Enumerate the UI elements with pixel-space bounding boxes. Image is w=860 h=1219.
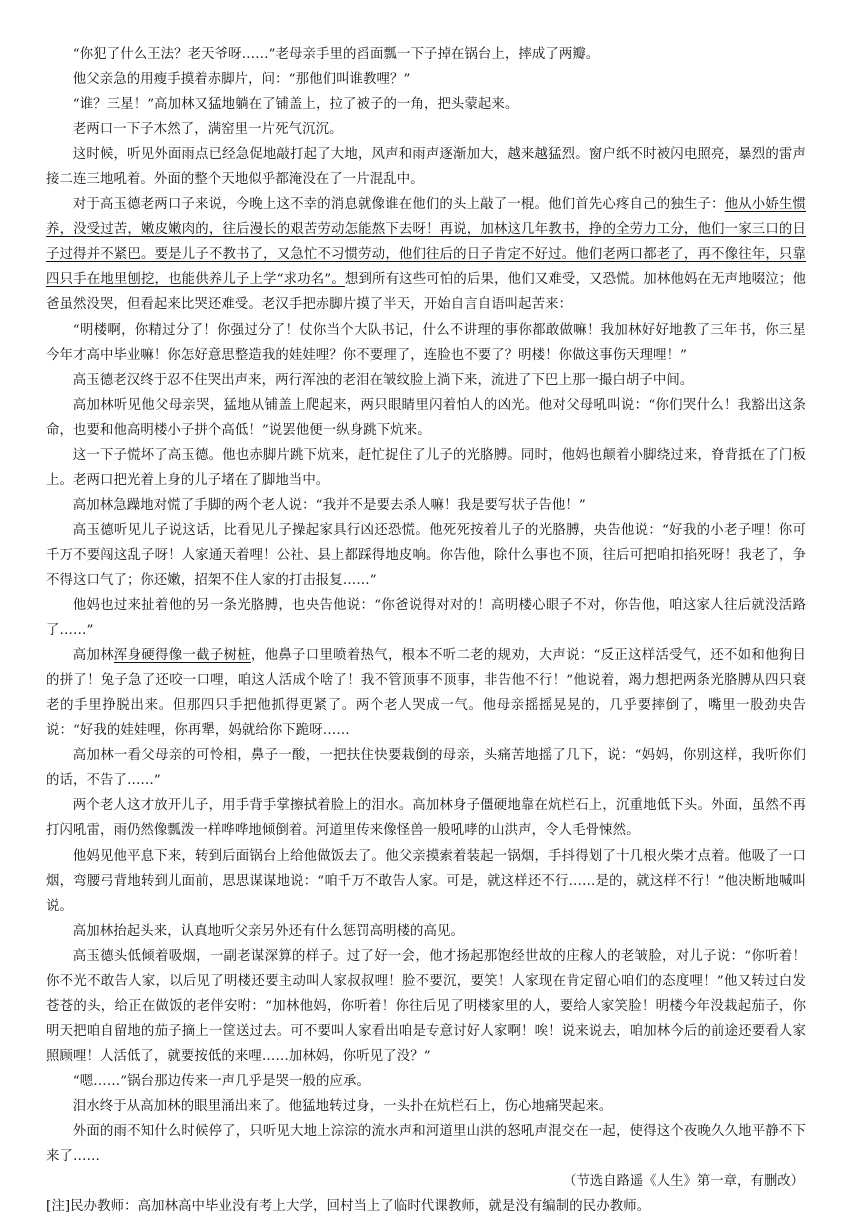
paragraph: 高加林一看父母亲的可怜相，鼻子一酸，一把扶住快要栽倒的母亲，头痛苦地摇了几下，说：“妈妈，你别这样，我听你们的话，不告了……” (46, 748, 806, 789)
paragraph: “嗯……”锅台那边传来一声几乎是哭一般的应承。 (72, 1073, 370, 1089)
paragraph: 他妈见他平息下来，转到后面锅台上给他做饭去了。他父亲摸索着装起一锅烟，手抖得划了十几根火柴才点着。他吸了一口烟，弯腰弓背地转到儿面前，思思谋谋地说：“咱千万不敢告人家。可是，就这样还不行……是的，就这样不行！”他决断地喊叫说。 (46, 848, 806, 914)
paragraph: 高加林急躁地对慌了手脚的两个老人说：“我并不是要去杀人嘛！我是要写状子告他！” (72, 497, 586, 513)
source-citation: （节选自路遥《人生》第一章，有删改） (562, 1174, 804, 1190)
paragraph: “谁？三星！”高加林又猛地躺在了铺盖上，拉了被子的一角，把头蒙起来。 (72, 97, 519, 113)
underlined-passage: 浑身硬得像一截子树桩 (113, 648, 251, 664)
paragraph: “明楼啊，你精过分了！你强过分了！仗你当个大队书记，什么不讲理的事你都敢做嘛！我加林好好地教了三年书，你三星今年才高中毕业嘛！你怎好意思整造我的娃娃哩？你不要理了，连脸也不要了？明楼！你做这事伤天理哩！” (46, 322, 806, 363)
paragraph-underlined: 对于高玉德老两口子来说，今晚上这不幸的消息就像谁在他们的头上敲了一棍。他们首先心疼自己的独生子：他从小娇生惯养，没受过苦，嫩皮嫩肉的，往后漫长的艰苦劳动怎能熬下去呀！再说，加林这几年教书，挣的全劳力工分，他们一家三口的日子过得并不紧巴。要是儿子不教书了，又急忙不习惯劳动，他们往后的日子肯定不好过。他们老两口都老了，再不像往年，只靠四只手在地里刨挖，也能供养儿子上学“求功名”。想到所有这些可怕的后果，他们又难受，又恐慌。加林他妈在无声地啜泣；他爸虽然没哭，但看起来比哭还难受。老汉手把赤脚片摸了半天，开始自言自语叫起苦来： (46, 197, 806, 313)
paragraph: 泪水终于从高加林的眼里涌出来了。他猛地转过身，一头扑在炕栏石上，伤心地痛哭起来。 (72, 1098, 613, 1114)
paragraph: 高玉德头低倾着吸烟，一副老谋深算的样子。过了好一会，他才扬起那饱经世故的庄稼人的老皱脸，对儿子说：“你听着！你不光不敢告人家，以后见了明楼还要主动叫人家叔叔哩！脸不要沉，要笑！人家现在肯定留心咱们的态度哩！”他又转过白发苍苍的头，给正在做饭的老伴安咐：“加林他妈，你听着！你往后见了明楼家里的人，要给人家笑脸！明楼今年没栽起茄子，你明天把咱自留地的茄子摘上一筐送过去。可不要叫人家看出咱是专意讨好人家啊！唉！说来说去，咱加林今后的前途还要看人家照顾哩！人活低了，就要按低的来哩……加林妈，你听见了没？” (46, 948, 806, 1064)
paragraph-underlined: 高加林浑身硬得像一截子树桩，他鼻子口里喷着热气，根本不听二老的规劝，大声说：“反正这样活受气，还不如和他狗日的拼了！兔子急了还咬一口哩，咱这人活成个啥了！我不管顶事不顶事，非告他不行！”他说着，竭力想把两条光胳膊从四只衰老的手里挣脱出来。但那四只手把他抓得更紧了。两个老人哭成一气。他母亲摇摇晃晃的，几乎要摔倒了，嘴里一股劲央告说：“好我的娃娃哩，你再犟，妈就给你下跪呀…… (46, 648, 806, 739)
paragraph: 这时候，听见外面雨点已经急促地敲打起了大地，风声和雨声逐渐加大，越来越猛烈。窗户纸不时被闪电照亮，暴烈的雷声接二连三地吼着。外面的整个天地似乎都淹没在了一片混乱中。 (46, 147, 806, 188)
paragraph: 他父亲急的用瘦手摸着赤脚片，问：“那他们叫谁教哩？” (72, 72, 411, 88)
paragraph: 高加林抬起头来，认真地听父亲另外还有什么惩罚高明楼的高见。 (72, 923, 465, 939)
paragraph: 两个老人这才放开儿子，用手背手掌擦拭着脸上的泪水。高加林身子僵硬地靠在炕栏石上，沉重地低下头。外面，虽然不再打闪吼雷，雨仍然像瓢泼一样哗哗地倾倒着。河道里传来像怪兽一般吼哮的山洪声，令人毛骨悚然。 (46, 798, 806, 839)
paragraph: 高玉德听见儿子说这话，比看见儿子操起家具行凶还恐慌。他死死按着儿子的光胳膊，央告他说：“好我的小老子哩！你可千万不要闯这乱子呀！人家通天着哩！公社、县上都踩得地皮响。你告他，除什么事也不顶，往后可把咱扣掐死呀！我老了，争不得这口气了；你还嫩，招架不住人家的打击报复……” (46, 522, 806, 588)
document-page (46, 42, 806, 1219)
footnote: [注]民办教师：高加林高中毕业没有考上大学，回村当上了临时代课教师，就是没有编制的民办教师。 (46, 1199, 651, 1215)
paragraph: 老两口一下子木然了，满窑里一片死气沉沉。 (72, 122, 343, 138)
paragraph: 他妈也过来扯着他的另一条光胳膊，也央告他说：“你爸说得对对的！高明楼心眼子不对，你告他，咱这家人往后就没活路了……” (46, 598, 806, 639)
paragraph: 高玉德老汉终于忍不住哭出声来，两行浑浊的老泪在皱纹脸上淌下来，流进了下巴上那一撮白胡子中间。 (72, 372, 694, 388)
paragraph: “你犯了什么王法？老天爷呀……”老母亲手里的舀面瓢一下子掉在锅台上，摔成了两瓣。 (72, 47, 600, 62)
paragraph: 外面的雨不知什么时候停了，只听见大地上淙淙的流水声和河道里山洪的怒吼声混交在一起，使得这个夜晚久久地平静不下来了…… (46, 1124, 806, 1165)
underlined-passage: 他从小娇生惯养，没受过苦，嫩皮嫩肉的，往后漫长的艰苦劳动怎能熬下去呀！再说，加林这几年教书，挣的全劳力工分，他们一家三口的日子过得并不紧巴。要是儿子不教书了，又急忙不习惯劳动，他们往后的日子肯定不好过。他们老两口都老了，再不像往年，只靠四只手在地里刨挖，也能供养儿子上学“求功名”。 (46, 197, 806, 288)
paragraph: 高加林听见他父母亲哭，猛地从铺盖上爬起来，两只眼睛里闪着怕人的凶光。他对父母吼叫说：“你们哭什么！我豁出这条命，也要和他高明楼小子拼个高低！”说罢他便一纵身跳下炕来。 (46, 397, 806, 438)
paragraph: 这一下子慌坏了高玉德。他也赤脚片跳下炕来，赶忙捉住了儿子的光胳膊。同时，他妈也颠着小脚绕过来，脊背抵在了门板上。老两口把光着上身的儿子堵在了脚地当中。 (46, 447, 806, 488)
